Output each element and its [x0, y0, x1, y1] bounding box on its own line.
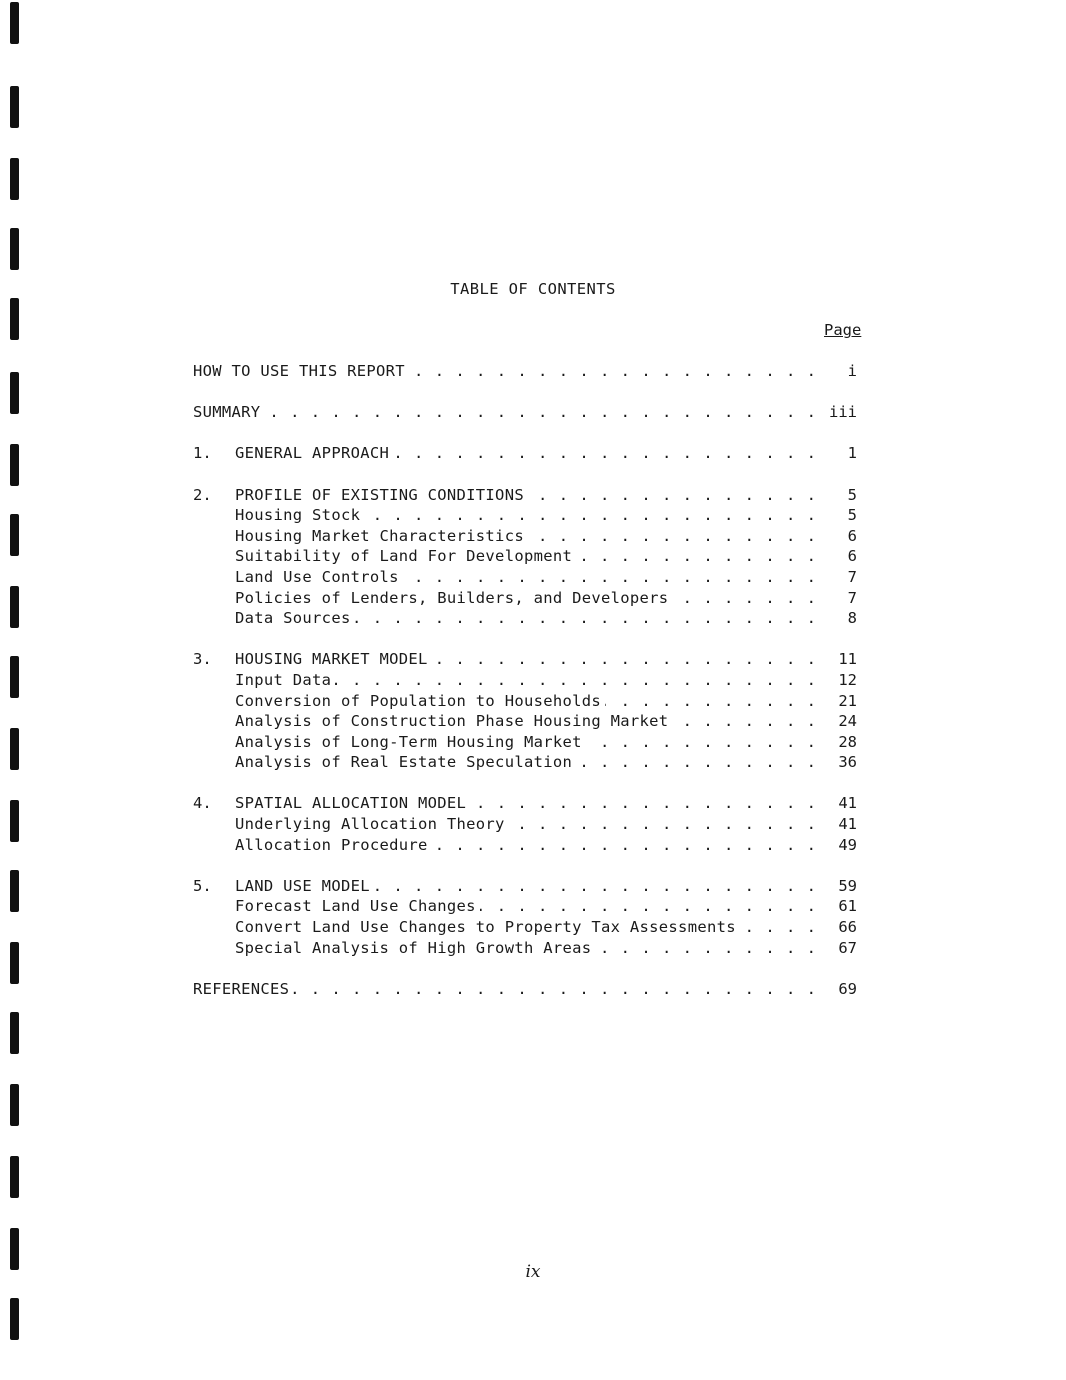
- dot-leader: [335, 670, 817, 691]
- binding-hole: [10, 86, 19, 128]
- toc-entry-label: Convert Land Use Changes to Property Tax Assessments: [235, 918, 736, 937]
- binding-hole: [10, 1156, 19, 1198]
- toc-entry-subsection: [193, 526, 857, 547]
- toc-entry-page: 7: [847, 588, 857, 607]
- dot-leader: [480, 896, 817, 917]
- binding-hole: [10, 586, 19, 628]
- toc-entry-page: 7: [847, 567, 857, 586]
- toc-entry-label: Input Data: [235, 670, 332, 689]
- dot-leader: [264, 402, 817, 423]
- binding-hole: [10, 1012, 19, 1054]
- toc-entry-subsection: [193, 546, 857, 567]
- toc-entry-label: SPATIAL ALLOCATION MODEL: [235, 794, 467, 813]
- toc-entry-label: REFERENCES: [193, 979, 290, 998]
- binding-hole: [10, 728, 19, 770]
- toc-entry-subsection: [193, 835, 857, 856]
- toc-entry-number: 4.: [193, 794, 212, 813]
- dot-leader: [605, 691, 817, 712]
- toc-entry-page: 49: [838, 835, 857, 854]
- toc-entry-subsection: [193, 505, 857, 526]
- toc-entry-subsection: [193, 814, 857, 835]
- toc-entry-subsection: [193, 670, 857, 691]
- toc-entry-page: 59: [838, 876, 857, 895]
- dot-leader: [509, 814, 817, 835]
- toc-entry-section: [193, 443, 857, 464]
- toc-entry-subsection: [193, 732, 857, 753]
- toc-entry-label: Land Use Controls: [235, 567, 399, 586]
- dot-leader: [576, 546, 817, 567]
- toc-entry-subsection: [193, 608, 857, 629]
- toc-entry-section: [193, 979, 857, 1000]
- binding-hole: [10, 228, 19, 270]
- toc-entry-page: 41: [838, 815, 857, 834]
- toc-entry-subsection: [193, 752, 857, 773]
- toc-entry-page: 11: [838, 650, 857, 669]
- toc-entry-label: Underlying Allocation Theory: [235, 815, 505, 834]
- toc-entry-page: 41: [838, 794, 857, 813]
- toc-entry-subsection: [193, 588, 857, 609]
- toc-entry-label: Special Analysis of High Growth Areas: [235, 938, 592, 957]
- toc-entry-page: 5: [847, 506, 857, 525]
- toc-entry-label: Suitability of Land For Development: [235, 547, 573, 566]
- toc-entry-label: Analysis of Real Estate Speculation: [235, 753, 573, 772]
- toc-entry-label: Data Sources: [235, 609, 351, 628]
- dot-leader: [364, 505, 817, 526]
- page-title: TABLE OF CONTENTS: [450, 280, 616, 298]
- dot-leader: [672, 588, 817, 609]
- toc-entry-subsection: [193, 567, 857, 588]
- binding-hole: [10, 800, 19, 842]
- page-number: ix: [525, 1262, 541, 1282]
- binding-hole: [10, 1298, 19, 1340]
- dot-leader: [355, 608, 817, 629]
- binding-hole: [10, 158, 19, 200]
- dot-leader: [528, 485, 817, 506]
- toc-entry-label: Housing Market Characteristics: [235, 526, 524, 545]
- toc-entry-number: 5.: [193, 876, 212, 895]
- toc-entry-label: HOW TO USE THIS REPORT: [193, 362, 405, 380]
- binding-holes: [8, 0, 28, 1380]
- toc-entry-subsection: [193, 917, 857, 938]
- dot-leader: [432, 835, 817, 856]
- toc-entry-page: 61: [838, 897, 857, 916]
- binding-hole: [10, 298, 19, 340]
- toc-entry-page: 1: [847, 444, 857, 463]
- toc-entry-page: 67: [838, 938, 857, 957]
- dot-leader: [586, 732, 817, 753]
- toc-entry-label: Conversion of Population to Households: [235, 691, 602, 710]
- toc-entry-label: Allocation Procedure: [235, 835, 428, 854]
- toc-entry-page: i: [847, 362, 857, 380]
- toc-entry-page: 8: [847, 609, 857, 628]
- dot-leader: [432, 649, 817, 670]
- dot-leader: [528, 526, 817, 547]
- toc-entry-subsection: [193, 691, 857, 712]
- toc-entry-subsection: [193, 938, 857, 959]
- binding-hole: [10, 656, 19, 698]
- toc-entry-subsection: [193, 896, 857, 917]
- dot-leader: [409, 361, 817, 382]
- binding-hole: [10, 372, 19, 414]
- binding-hole: [10, 870, 19, 912]
- toc-entry-label: PROFILE OF EXISTING CONDITIONS: [235, 485, 524, 504]
- toc-entry-label: Analysis of Construction Phase Housing Market: [235, 712, 669, 731]
- dot-leader: [403, 567, 817, 588]
- toc-entry-number: 1.: [193, 444, 212, 463]
- toc-entry-section: [193, 402, 857, 423]
- toc-entry-page: 66: [838, 918, 857, 937]
- toc-entry-label: Analysis of Long-Term Housing Market: [235, 732, 582, 751]
- binding-hole: [10, 1084, 19, 1126]
- toc-entry-label: Housing Stock: [235, 506, 361, 525]
- toc-entry-section: [193, 876, 857, 897]
- dot-leader: [595, 938, 817, 959]
- toc-entry-page: iii: [829, 403, 857, 422]
- binding-hole: [10, 514, 19, 556]
- toc-entry-label: LAND USE MODEL: [235, 876, 370, 895]
- toc-entry-section: [193, 649, 857, 670]
- toc-entry-page: 28: [838, 732, 857, 751]
- toc-entry-section: [193, 793, 857, 814]
- toc-entry-number: 3.: [193, 650, 212, 669]
- binding-hole: [10, 444, 19, 486]
- dot-leader: [374, 876, 817, 897]
- toc-entry-label: HOUSING MARKET MODEL: [235, 650, 428, 669]
- page-column-heading: Page: [824, 321, 862, 339]
- toc-entry-section: [193, 485, 857, 506]
- toc-entry-page: 69: [838, 979, 857, 998]
- toc-entry-page: 5: [847, 485, 857, 504]
- toc-entry-section: [193, 361, 857, 382]
- dot-leader: [293, 979, 817, 1000]
- dot-leader: [672, 711, 817, 732]
- toc-entry-label: SUMMARY: [193, 403, 261, 422]
- toc-entry-page: 36: [838, 753, 857, 772]
- toc-entry-page: 24: [838, 712, 857, 731]
- toc-entry-label: Policies of Lenders, Builders, and Developers: [235, 588, 669, 607]
- binding-hole: [10, 2, 19, 44]
- toc-entry-label: GENERAL APPROACH: [235, 444, 390, 463]
- toc-entry-page: 12: [838, 670, 857, 689]
- toc-entry-label: Forecast Land Use Changes: [235, 897, 476, 916]
- toc-entry-page: 6: [847, 526, 857, 545]
- table-of-contents: [193, 361, 857, 999]
- toc-entry-number: 2.: [193, 485, 212, 504]
- toc-entry-page: 6: [847, 547, 857, 566]
- dot-leader: [576, 752, 817, 773]
- dot-leader: [470, 793, 817, 814]
- toc-entry-subsection: [193, 711, 857, 732]
- toc-entry-page: 21: [838, 691, 857, 710]
- dot-leader: [740, 917, 817, 938]
- dot-leader: [393, 443, 817, 464]
- binding-hole: [10, 942, 19, 984]
